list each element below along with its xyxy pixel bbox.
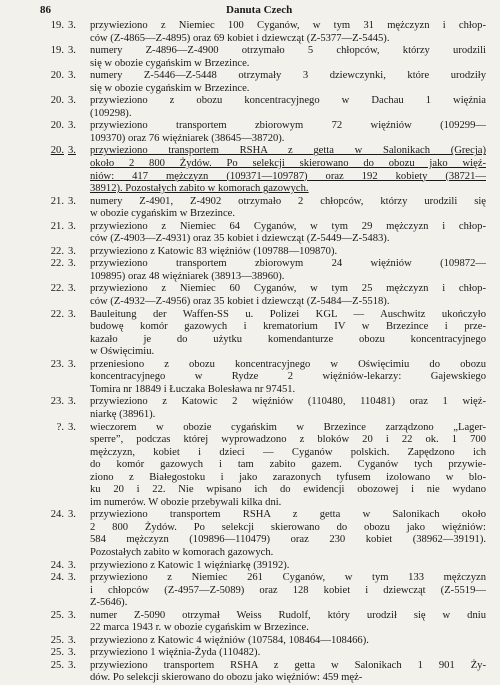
entry-month: 3.	[68, 283, 76, 295]
running-head-author: Danuta Czech	[226, 4, 293, 16]
entry-text-line: przywieziono transportem RSHA z getta w Salonikach 1 901 Ży-	[90, 659, 486, 671]
entry-text-line: przywieziono z Niemiec 60 Cyganów, w tym 25 mężczyzn i chłop-	[90, 283, 486, 295]
entry-text-line: przywieziono z Niemiec 64 Cyganów, w tym 29 mężczyzn i chłop-	[90, 220, 486, 232]
entry-text-line: wieczorem w obozie cygańskim w Brzezince zarządzono „Lager-	[90, 421, 486, 433]
entry-day: 24.	[50, 572, 64, 584]
entry-text	[90, 196, 486, 221]
entry-day: 24.	[50, 559, 64, 571]
entry-text-line: przywieziono transportem zbiorowym 24 więźniów (109872—	[90, 258, 486, 270]
chronicle-entry	[0, 509, 500, 559]
entry-text-line: około 2 800 Żydów. Po selekcji skierowano do obozu jako więź-	[90, 158, 486, 170]
entry-text-line: i chłopców (Z-4957—Z-5089) oraz 128 kobiet i dziewcząt (Z-5519—	[90, 584, 486, 596]
entry-text	[90, 396, 486, 421]
chronicle-entry	[0, 572, 500, 610]
entry-text-line: przywieziono transportem RSHA z getta w Salonikach około	[90, 509, 486, 521]
entry-month: 3.	[68, 45, 76, 57]
entry-text	[90, 610, 486, 635]
entry-month: 3.	[68, 358, 76, 370]
entry-text-line: do komór gazowych i tam zabito gazem. Cyganów tych przywie-	[90, 459, 486, 471]
entry-month: 3.	[68, 659, 76, 671]
entry-text	[90, 509, 486, 559]
entry-day: 22.	[50, 258, 64, 270]
entry-day: 19.	[50, 20, 64, 31]
entry-month: 3.	[68, 634, 76, 646]
entry-month: 3.	[68, 145, 76, 157]
chronicle-entry	[0, 246, 500, 259]
entry-day: 25.	[50, 609, 64, 621]
entry-month: 3.	[68, 195, 76, 207]
entry-day: 25.	[50, 634, 64, 646]
entry-day: 24.	[50, 509, 64, 521]
entry-text	[90, 95, 486, 120]
entry-month: 3.	[68, 308, 76, 320]
entry-day: 25.	[50, 659, 64, 671]
entry-text-line: Tomira nr 18849 i Łuczaka Bolesława nr 97451.	[90, 383, 296, 395]
entry-text-line: przeniesiono z obozu koncentracyjnego w Oświęcimiu do obozu	[90, 358, 486, 370]
chronicle-entry	[0, 309, 500, 359]
entry-text	[90, 70, 486, 95]
entry-month: 3.	[68, 396, 76, 408]
chronicle-entry	[0, 560, 500, 573]
entry-text	[90, 572, 486, 610]
entry-text-line: budowę komór gazowych i krematorium IV w Brzezince i prze-	[90, 321, 486, 333]
entry-day: 19.	[50, 45, 64, 57]
entry-day: 22.	[50, 283, 64, 295]
entry-month: 3.	[68, 20, 76, 31]
entry-text-line: 2 800 Żydów. Po selekcji skierowano do obozu jako więźniów:	[90, 521, 486, 533]
entry-text-line: kazało je do użytku komendanturze obozu koncentracyjnego	[90, 333, 486, 345]
entry-text-line: 584 mężczyzn (109896—110479) oraz 230 kobiet (38962—39191).	[90, 534, 486, 546]
entry-text-line: 109895) oraz 48 więźniarek (38913—38960).	[90, 270, 285, 282]
chronicle-entry	[0, 422, 500, 510]
entry-day: 20.	[50, 95, 64, 107]
entry-text-line: się w obozie cygańskim w Brzezince.	[90, 57, 250, 69]
chronicle-entry	[0, 359, 500, 397]
entry-text-line: przywieziono z Katowic 83 więźniów (109788—109870).	[90, 245, 338, 257]
entry-month: 3.	[68, 258, 76, 270]
entry-text-line: im numerów. W obozie przebywali kilka dni.	[90, 496, 282, 508]
entry-text-line: ku 20 i 22. Nie wpisano ich do ewidencji obozowej i nie wydano	[90, 484, 486, 496]
entry-text	[90, 359, 486, 397]
entry-text-line: dów. Po selekcji skierowano do obozu jako więźniów: 459 męż-	[90, 672, 363, 684]
entry-text	[90, 647, 486, 660]
entry-day: ?.	[56, 421, 64, 433]
chronicle-entry	[0, 647, 500, 660]
entry-day: 22.	[50, 308, 64, 320]
entry-text-line: ców (Z-4865—Z-4895) oraz 69 kobiet i dziewcząt (Z-5377—Z-5445).	[90, 32, 390, 44]
entry-text	[90, 20, 486, 45]
chronicle-entry	[0, 396, 500, 421]
chronicle-entry	[0, 221, 500, 246]
entry-text	[90, 422, 486, 510]
entry-text-line: przywieziono transportem zbiorowym 72 więźniów (109299—	[90, 120, 486, 132]
entry-text-line: Bauleitung der Waffen-SS u. Polizei KGL — Auschwitz ukończyło	[90, 308, 486, 320]
chronicle-entry	[0, 610, 500, 635]
entry-month: 3.	[68, 245, 76, 257]
entry-text-line: numery Z-5446—Z-5448 otrzymały 3 dziewczynki, które urodziły	[90, 70, 486, 82]
entry-text-line: sperre”, podczas której wyprowadzono z bloków 20 i 22 ok. 1 700	[90, 434, 486, 446]
entry-text-line: przywieziono z Katowic 1 więźniarkę (39192).	[90, 559, 290, 571]
entry-month: 3.	[68, 95, 76, 107]
entry-text-line: Z-5646).	[90, 597, 128, 609]
entry-text	[90, 246, 486, 259]
entry-month: 3.	[68, 70, 76, 82]
entry-text-line: ziono z Białegostoku i jako zarazonych tyfusem izolowano w blo-	[90, 471, 486, 483]
entry-text-line: 109370) oraz 76 więźniarek (38645—38720).	[90, 132, 285, 144]
entry-text	[90, 145, 486, 195]
entry-text-line: przywieziono transportem RSHA z getta w Salonikach (Grecja)	[90, 145, 486, 157]
chronicle-entry	[0, 660, 500, 685]
entry-day: 20.	[50, 70, 64, 82]
entry-text-line: przywieziono z Niemiec 261 Cyganów, w tym 133 mężczyzn	[90, 572, 486, 584]
entry-month: 3.	[68, 509, 76, 521]
chronicle-entry	[0, 145, 500, 195]
chronicle-entry	[0, 283, 500, 308]
entry-text	[90, 309, 486, 359]
entry-month: 3.	[68, 421, 76, 433]
entry-text-line: ców (Z-4903—Z-4931) oraz 35 kobiet i dziewcząt (Z-5449—Z-5483).	[90, 233, 390, 245]
entry-text-line: Pozostałych zabito w komorach gazowych.	[90, 546, 274, 558]
entry-month: 3.	[68, 647, 76, 659]
entry-day: 21.	[50, 195, 64, 207]
entry-day: 25.	[50, 647, 64, 659]
chronicle-entry	[0, 196, 500, 221]
entry-day: 23.	[50, 358, 64, 370]
chronicle-entry	[0, 258, 500, 283]
entry-text-line: koncentracyjnego w Rydze 2 więźniów-lekarzy: Gajewskiego	[90, 371, 486, 383]
entry-text	[90, 221, 486, 246]
page-number: 86	[40, 4, 51, 16]
entry-day: 23.	[50, 396, 64, 408]
entry-month: 3.	[68, 220, 76, 232]
entry-month: 3.	[68, 609, 76, 621]
entry-text-line: przywieziono z Katowic 2 więźniów (110480, 110481) oraz 1 więź-	[90, 396, 486, 408]
entry-text-line: w obozie cygańskim w Brzezince.	[90, 208, 236, 220]
entry-day: 22.	[50, 245, 64, 257]
chronicle-entry	[0, 20, 500, 45]
entry-day: 21.	[50, 220, 64, 232]
entry-text-line: przywieziono z obozu koncentracyjnego w Dachau 1 więźnia	[90, 95, 486, 107]
entry-text	[90, 45, 486, 70]
entry-text-line: niarkę (38961).	[90, 408, 156, 420]
entry-month: 3.	[68, 120, 76, 132]
entry-text-line: numery Z-4901, Z-4902 otrzymało 2 chłopców, którzy urodzili się	[90, 195, 486, 207]
entry-text-line: (109298).	[90, 107, 132, 119]
entry-text-line: przywieziono z Katowic 4 więźniów (107584, 108464—108466).	[90, 634, 369, 646]
entry-text-line: przywieziono z Niemiec 100 Cyganów, w tym 31 mężczyzn i chłop-	[90, 20, 486, 31]
entry-text	[90, 635, 486, 648]
entry-text-line: ców (Z-4932—Z-4956) oraz 35 kobiet i dziewcząt (Z-5484—Z-5518).	[90, 296, 390, 308]
entry-text-line: 22 marca 1943 r. w obozie cygańskim w Brzezince.	[90, 622, 309, 634]
page-header	[0, 4, 500, 18]
chronicle-entry	[0, 635, 500, 648]
entry-text-line: niów: 417 mężczyzn (109371—109787) oraz 192 kobiety (38721—	[90, 170, 486, 182]
chronicle-entries	[0, 20, 500, 685]
entry-text-line: się w obozie cygańskim w Brzezince.	[90, 82, 250, 94]
entry-day: 20.	[50, 145, 64, 157]
chronicle-entry	[0, 45, 500, 70]
entry-text	[90, 660, 486, 685]
entry-text-line: mężczyzn, kobiet i dzieci — Cyganów polskich. Zapędzono ich	[90, 446, 486, 458]
entry-text-line: numery Z-4896—Z-4900 otrzymało 5 chłopców, którzy urodzili	[90, 45, 486, 57]
entry-text-line: 38912). Pozostałych zabito w komorach gazowych.	[90, 183, 309, 195]
chronicle-entry	[0, 70, 500, 95]
entry-text	[90, 560, 486, 573]
entry-text	[90, 283, 486, 308]
chronicle-entry	[0, 120, 500, 145]
chronicle-entry	[0, 95, 500, 120]
entry-text-line: w Oświęcimiu.	[90, 346, 155, 358]
entry-day: 20.	[50, 120, 64, 132]
entry-month: 3.	[68, 572, 76, 584]
entry-text	[90, 120, 486, 145]
entry-text-line: numer Z-5090 otrzymał Weiss Rudolf, który urodził się w dniu	[90, 609, 486, 621]
entry-month: 3.	[68, 559, 76, 571]
entry-text	[90, 258, 486, 283]
entry-text-line: przywieziono 1 więźnia-Żyda (110482).	[90, 647, 261, 659]
